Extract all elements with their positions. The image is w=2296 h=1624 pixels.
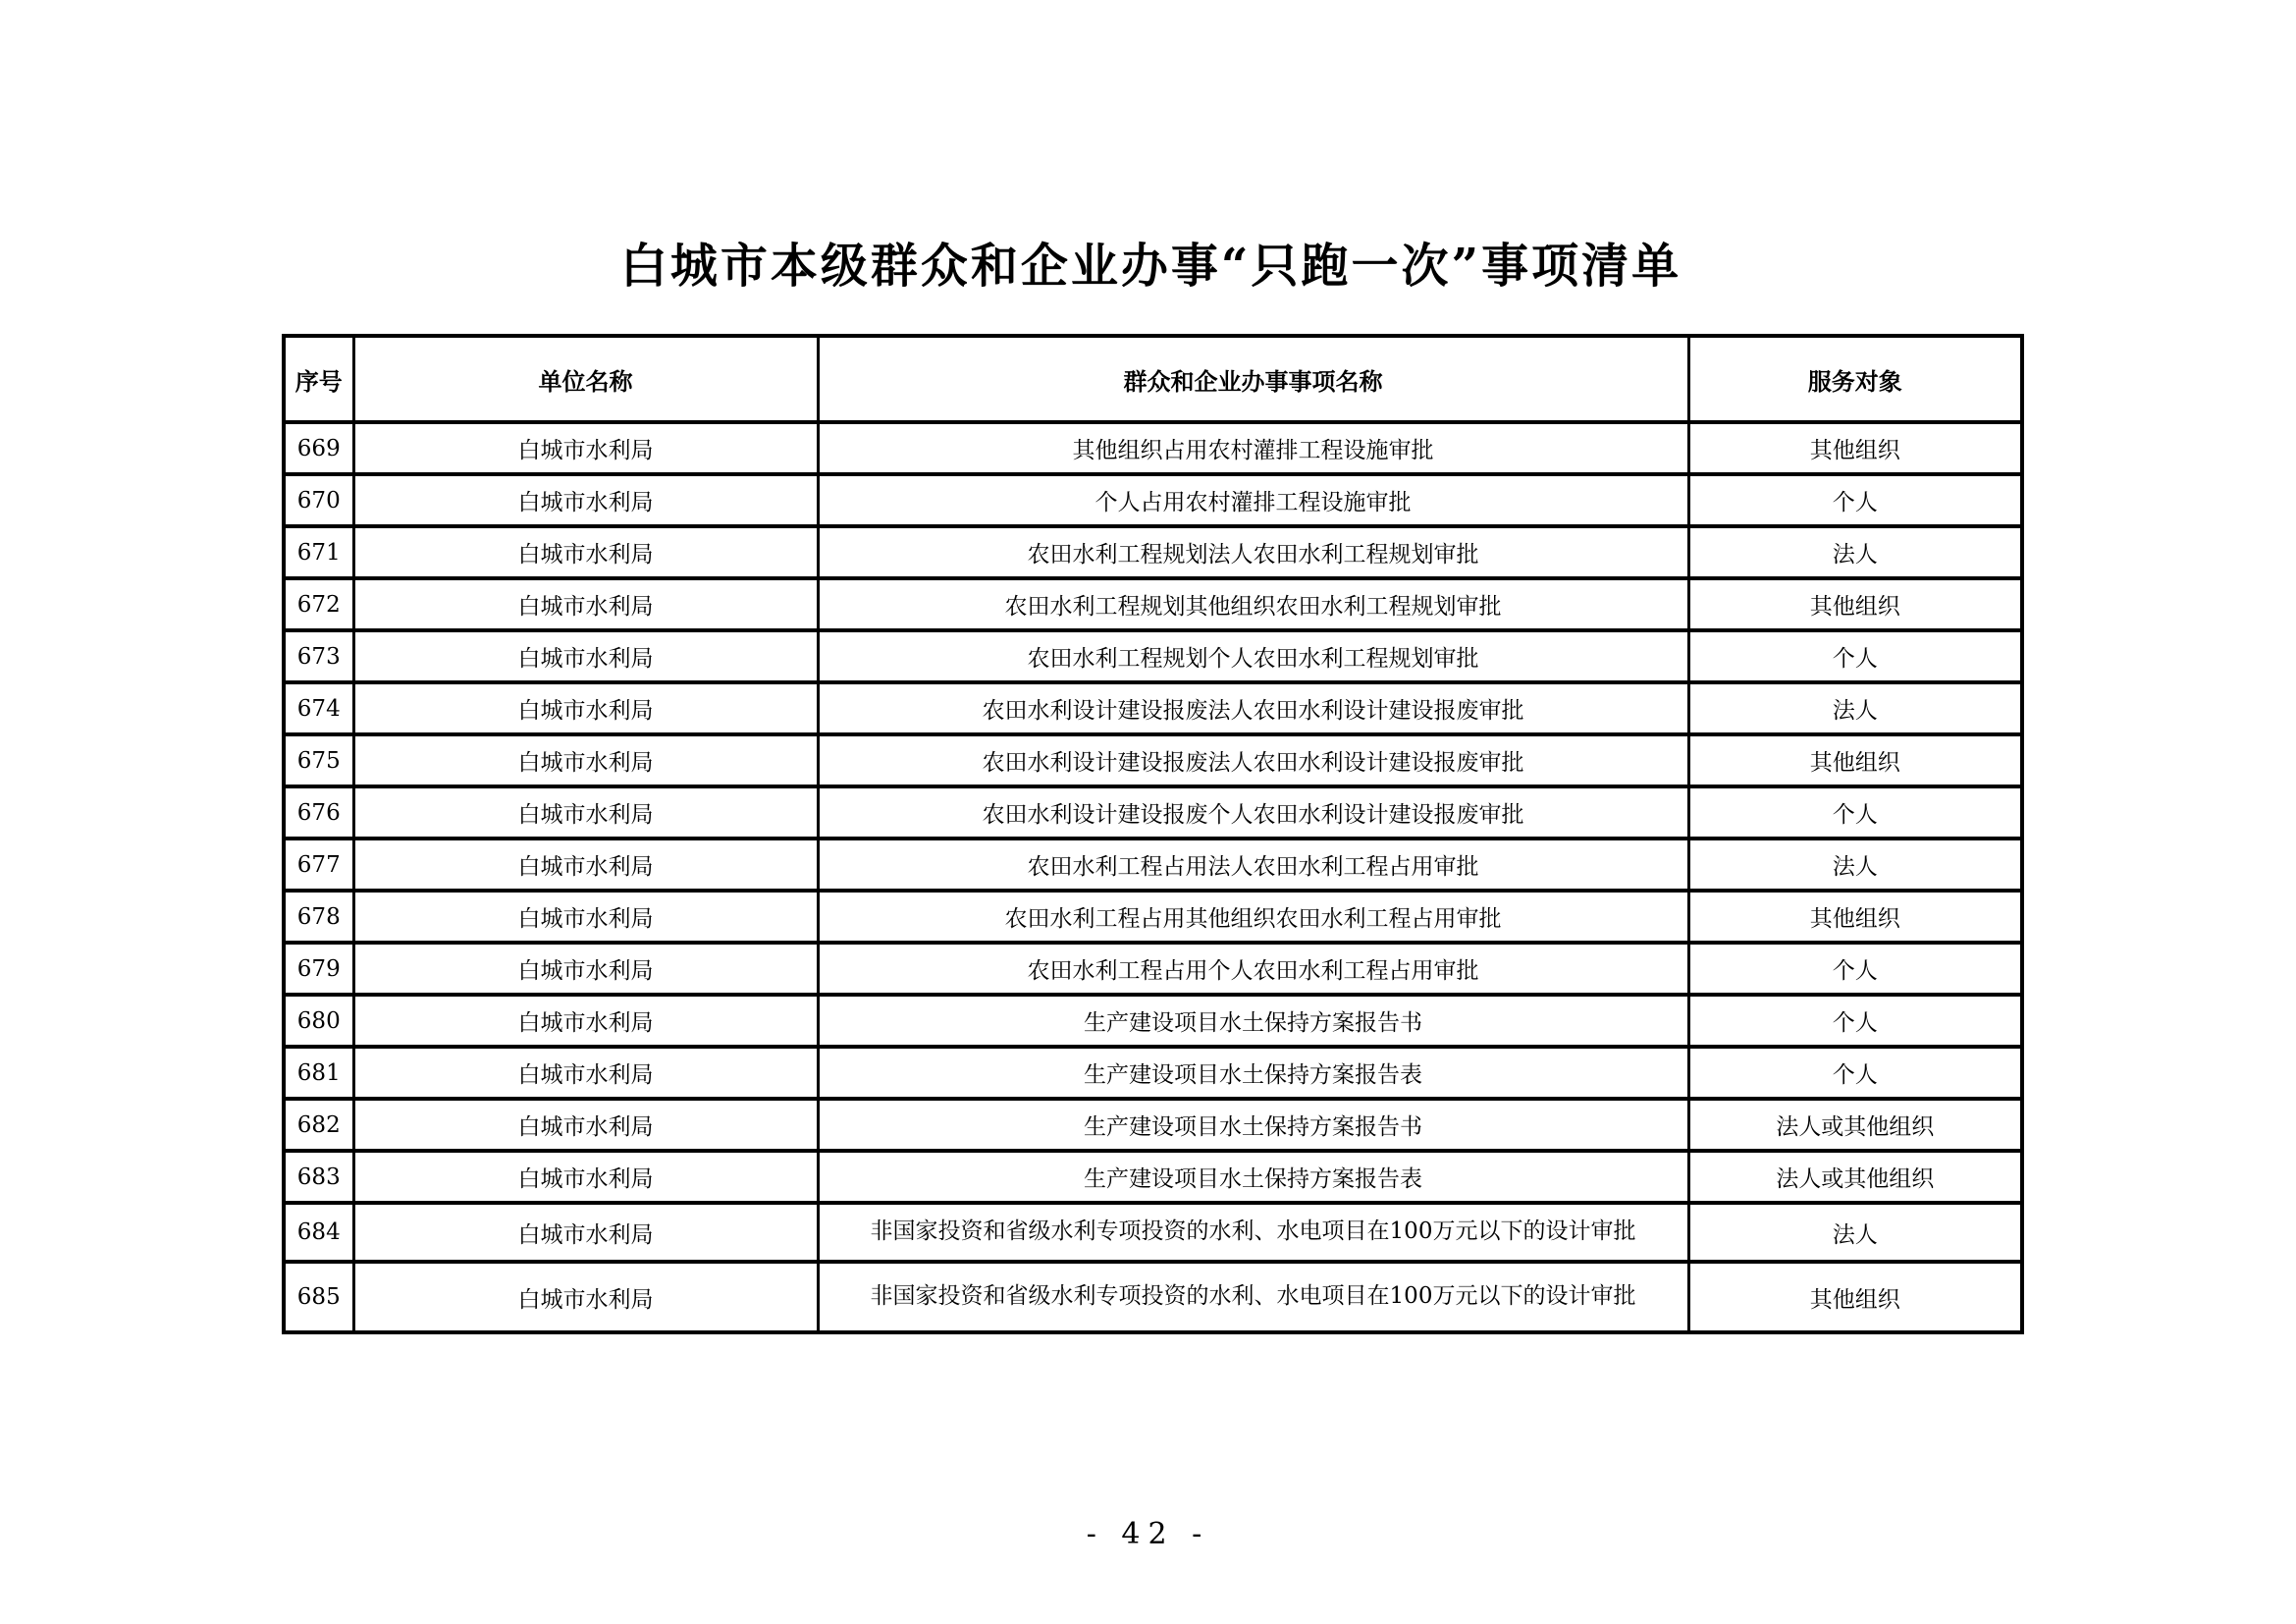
cell-target: 个人 (1688, 1047, 2022, 1099)
cell-target: 个人 (1688, 995, 2022, 1047)
table-row (284, 786, 2022, 839)
cell-serial: 676 (284, 786, 353, 839)
table-body (284, 422, 2022, 1332)
cell-unit: 白城市水利局 (353, 578, 818, 630)
cell-item: 农田水利设计建设报废法人农田水利设计建设报废审批 (818, 682, 1688, 734)
table-row (284, 1151, 2022, 1203)
cell-item: 生产建设项目水土保持方案报告书 (818, 995, 1688, 1047)
cell-item-text: 非国家投资和省级水利专项投资的水利、水电项目在100万元以下的设计审批 (870, 1283, 1636, 1310)
table-row (284, 1262, 2022, 1332)
col-header-unit: 单位名称 (353, 336, 818, 422)
cell-target: 法人 (1688, 839, 2022, 891)
cell-item: 农田水利工程规划其他组织农田水利工程规划审批 (818, 578, 1688, 630)
cell-target: 法人或其他组织 (1688, 1099, 2022, 1151)
cell-unit: 白城市水利局 (353, 1151, 818, 1203)
cell-serial: 684 (284, 1203, 353, 1262)
table-row (284, 1047, 2022, 1099)
table-row (284, 1203, 2022, 1262)
cell-unit: 白城市水利局 (353, 526, 818, 578)
cell-target: 法人 (1688, 682, 2022, 734)
table-row (284, 682, 2022, 734)
cell-item: 生产建设项目水土保持方案报告书 (818, 1099, 1688, 1151)
cell-serial: 674 (284, 682, 353, 734)
cell-item: 农田水利工程占用其他组织农田水利工程占用审批 (818, 891, 1688, 943)
cell-target: 个人 (1688, 630, 2022, 682)
table-row (284, 630, 2022, 682)
cell-serial: 671 (284, 526, 353, 578)
cell-item: 农田水利工程规划法人农田水利工程规划审批 (818, 526, 1688, 578)
cell-unit: 白城市水利局 (353, 1203, 818, 1262)
cell-serial: 677 (284, 839, 353, 891)
cell-target: 个人 (1688, 786, 2022, 839)
cell-target: 个人 (1688, 474, 2022, 526)
table-row (284, 839, 2022, 891)
cell-serial: 685 (284, 1262, 353, 1332)
cell-serial: 675 (284, 734, 353, 786)
cell-unit: 白城市水利局 (353, 682, 818, 734)
col-header-item: 群众和企业办事事项名称 (818, 336, 1688, 422)
cell-target: 其他组织 (1688, 422, 2022, 474)
cell-unit: 白城市水利局 (353, 630, 818, 682)
cell-target: 其他组织 (1688, 734, 2022, 786)
table-row (284, 734, 2022, 786)
cell-unit: 白城市水利局 (353, 995, 818, 1047)
cell-unit: 白城市水利局 (353, 422, 818, 474)
cell-target: 个人 (1688, 943, 2022, 995)
cell-target: 其他组织 (1688, 1262, 2022, 1332)
cell-item: 个人占用农村灌排工程设施审批 (818, 474, 1688, 526)
table-row (284, 422, 2022, 474)
cell-target: 其他组织 (1688, 578, 2022, 630)
table-header (284, 336, 2022, 422)
cell-item: 农田水利设计建设报废法人农田水利设计建设报废审批 (818, 734, 1688, 786)
table-row (284, 995, 2022, 1047)
cell-target: 法人 (1688, 526, 2022, 578)
page-number: - 42 - (1086, 1517, 1210, 1551)
cell-item: 农田水利工程占用个人农田水利工程占用审批 (818, 943, 1688, 995)
col-header-serial: 序号 (284, 336, 353, 422)
cell-item-text: 非国家投资和省级水利专项投资的水利、水电项目在100万元以下的设计审批 (870, 1218, 1636, 1245)
cell-item: 生产建设项目水土保持方案报告表 (818, 1047, 1688, 1099)
cell-serial: 679 (284, 943, 353, 995)
cell-unit: 白城市水利局 (353, 474, 818, 526)
cell-serial: 672 (284, 578, 353, 630)
table-row (284, 943, 2022, 995)
cell-serial: 673 (284, 630, 353, 682)
cell-unit: 白城市水利局 (353, 1047, 818, 1099)
cell-serial: 670 (284, 474, 353, 526)
cell-unit: 白城市水利局 (353, 734, 818, 786)
items-table (282, 334, 2024, 1334)
cell-serial: 669 (284, 422, 353, 474)
cell-unit: 白城市水利局 (353, 786, 818, 839)
cell-item (818, 1262, 1688, 1332)
cell-unit: 白城市水利局 (353, 943, 818, 995)
cell-unit: 白城市水利局 (353, 891, 818, 943)
cell-unit: 白城市水利局 (353, 839, 818, 891)
cell-item: 农田水利工程规划个人农田水利工程规划审批 (818, 630, 1688, 682)
cell-target: 其他组织 (1688, 891, 2022, 943)
cell-item (818, 1203, 1688, 1262)
cell-serial: 681 (284, 1047, 353, 1099)
table-row (284, 526, 2022, 578)
cell-serial: 680 (284, 995, 353, 1047)
cell-target: 法人 (1688, 1203, 2022, 1262)
table-row (284, 1099, 2022, 1151)
cell-unit: 白城市水利局 (353, 1262, 818, 1332)
cell-item: 生产建设项目水土保持方案报告表 (818, 1151, 1688, 1203)
col-header-target: 服务对象 (1688, 336, 2022, 422)
cell-item: 其他组织占用农村灌排工程设施审批 (818, 422, 1688, 474)
table-row (284, 891, 2022, 943)
document-title: 白城市本级群众和企业办事“只跑一次”事项清单 (619, 239, 1682, 294)
cell-serial: 678 (284, 891, 353, 943)
cell-item: 农田水利工程占用法人农田水利工程占用审批 (818, 839, 1688, 891)
table-row (284, 474, 2022, 526)
cell-unit: 白城市水利局 (353, 1099, 818, 1151)
cell-serial: 682 (284, 1099, 353, 1151)
cell-serial: 683 (284, 1151, 353, 1203)
cell-item: 农田水利设计建设报废个人农田水利设计建设报废审批 (818, 786, 1688, 839)
table-row (284, 578, 2022, 630)
header-row (284, 336, 2022, 422)
cell-target: 法人或其他组织 (1688, 1151, 2022, 1203)
